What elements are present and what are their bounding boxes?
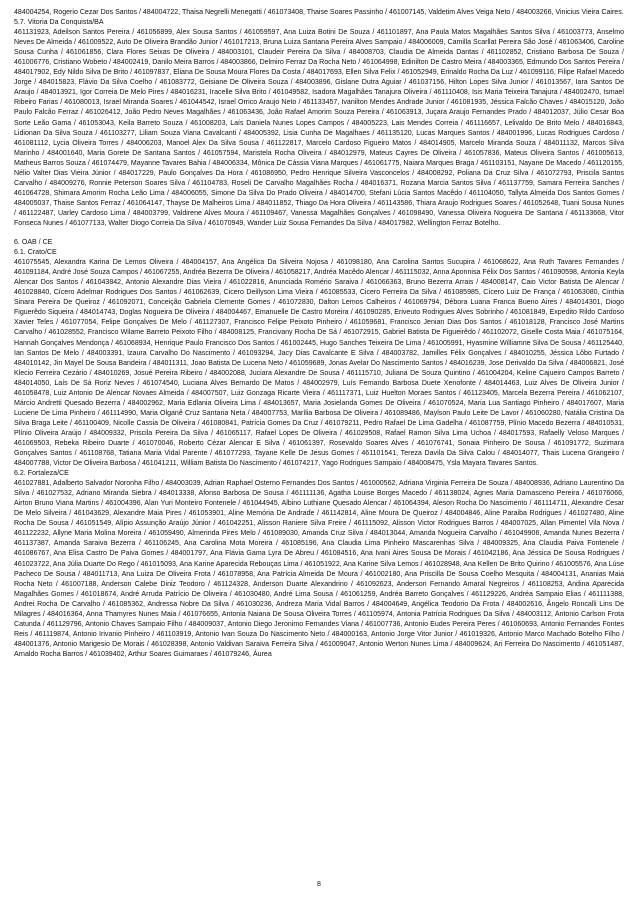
section-gap (14, 229, 624, 238)
candidate-list-paragraph: 461131923, Adeilson Santos Pereira / 461056899, Alex Sousa Santos / 461059597, Ana Luiza Botini De Souza / 461101897, Ana Paula Matos Magalhães Santos Silva / 461003773, Anselmo Neves De Almeida / 461009522, Auto De Oliveira Brandão Junior / 461017213, Bruna Luiza Santana Pereira Alves Sampaio / 484006009, Camilla Scarllat Pereira São José / 461063406, Caroline Sousa Cunha / 461061856, Clara Flores Seixas De Oliveira / 484003101, Claudeir Pereira Da Silva / 484008703, Claudia De Almeida Dantas / 461102852, Cristiano Barbosa De Souza / 461006776, Cristiano Wobeto / 484002419, Danilo Meira Barros / 484003866, Delmiro Ferraz Da Rocha Neto / 461064998, Edinilton De Castro Meira / 484003365, Edmundo Dos Santos Pereira / 484017902, Edy Nildo Silva De Brito / 461097837, Eliana De Sousa Moura Flores Da Costa / 484017693, Ellen Silva Felix / 461052949, Erinaldo Rocha Da Luz / 461099116, Filipe Rafael Macedo Jorge / 484015823, Flávio Da Silva Coelho / 461083772, Geisiane De Oliveira Souza / 484003896, Gislane Dutra Aguiar / 461037156, Hilton Lopes Silva Junior / 461013567, Iara Santos De Araujo / 484013921, Igor Correia De Melo Pires / 484016231, Iracelle Silva Brito / 461049582, Isadora Magalhães Tanajura Oliveira / 461110408, Isis Maria Teixeira Tanajura / 484002470, Ismael Ribeiro Farias / 461080013, Israel Miranda Soares / 461044542, Israel Orrico Araujo Neto / 461133457, Ivanilton Mendes Andrade Junior / 461081935, Jéssica Falcão Chaves / 484015120, João Paulo Falcão Ferraz / 461026412, João Pedro Neves Magalhães / 461063436, João Rafael Amorim Souza Pereira / 461063913, Juçara Araujo Fernandes Prado / 484012037, Júlio Cesar Boa Sorte Leão Gama / 461053043, Keila Barreto Souza / 461008203, Laís Daniela Nunes Lopes Campos / 484005223, Lais Mendes Correia / 461116657, Lelivaldo De Brito Melo / 484016843, Lidionan Da Silva Souza / 461103277, Liliam Souza Viana Cavalcanti / 484005392, Lisia Cunha De Magalhaes / 461135120, Lucas Marques Santos / 484001996, Lucas Rodrigues Cardoso / 461081112, Lycia Oliveira Torres / 484006203, Manoel Alex Da Silva Sousa / 461122817, Marcelo Cardoso Figueiro Matos / 484014905, Marcelo Miranda Souza / 484011132, Marcos Silva Marinho / 484001640, Maria Gorete De Santana Santos / 461057594, Maristela Rocha Oliveira / 484012979, Mateus Cayres De Oliveira / 461057836, Mateus Oliveira Santos / 461005613, Matheus Barros Souza / 461074479, Mayanne Tavares Bahia / 484006334, Mônica De Cássia Viana Marques / 461061775, Naiara Marques Braga / 461103151, Nayane De Macedo / 461120155, Nélio Valter Dias Vieira Júnior / 484017229, Paulo Gonçalves Da Hora / 461086950, Pedro Henrique Silveira Vasconcelos / 484008292, Poliana Da Cruz Silva / 461072793, Priscila Santos Carvalho / 484009276, Ronnie Peterson Soares Silva / 461104783, Roseli De Carvalho Magalhães Rocha / 484016371, Rozana Marcia Santos Silva / 461137759, Samara Ferreira Sanches / 461064728, Shimara Amorim Rocha Leão Lima / 484006055, Simone Da Silva Do Prado Oliveira / 484014700, Stefani Lúcia Santos Macêdo / 461104050, Tallyta Almeida Dos Santos Gomes / 484005037, Thaise Santos Ferraz / 461064147, Thayse De Malheiros Lima / 484011852, Thiago Da Hora Oliveira / 461143586, Thiara Araujo Rodrigues Soares / 461052648, Tuani Sousa Nunes / 461122487, Uarley Cardoso Lima / 484003799, Valdirene Alves Moura / 461109467, Vanessa Magalhães Gonçalves / 461098490, Vanessa Oliveira Nogueira De Santana / 461133668, Vitor Fonseca Nunes / 461077133, Walter Diogo Correia Da Silva / 461070949, Wander Luiz Sousa Fernandes Da Silva / 484017982, Wellington Ferraz Botelho. (14, 29, 624, 227)
document-body (14, 8, 624, 660)
section-heading: 6.1. Crato/CE (14, 249, 57, 257)
candidate-list-paragraph: 461075545, Alexandra Karina De Lemos Oliveira / 484004157, Ana Angélica Da Silveira Nojosa / 461098180, Ana Carolina Santos Sucupira / 461068622, Ana Ruth Tavares Fernandes / 461091184, André José Souza Campos / 461067255, Andréa Bezerra De Oliveira / 461058217, Andréa Macêdo Alencar / 461115032, Anna Aponnisa Félix Dos Santos / 461090598, Antonia Keyla Alencar Dos Santos / 461043842, Antonio Alexandre Dias Vieira / 461022816, Anunciada Romério Saraiva / 461066363, Bruno Bezerra Arrais / 484008147, Caio Victor Batista De Alencar / 461028840, Cícero Adelmar Rodrigues Dos Santos / 461062639, Cicero Deillyson Lima Vieira / 461085533, Cicero Ferreira Da Silva / 461085985, Cícero Luiz De França / 461063080, Cinthia Sinara Pereira De Queiroz / 461092071, Conceição Gabriela Clemente Gomes / 461072830, Dalton Lemos Calheiros / 461069794, Débora Luana Franca Bueno Aires / 484014301, Diogo Figuerêdo Siqueira / 484014743, Doglas Nogueira De Oliveira / 484004467, Emanuelle De Castro Moreira / 461090285, Eriveuto Rodrigues Alves Sobrinho / 461081849, Expedito Rildo Cardoso Xavier Teles / 461077054, Felipe Gonçalves De Melo / 461127307, Francisco Felipe Peixoto Pinheiro / 461059681, Francisco Jenian Dias Dos Santos / 461018128, Francisco José Martins Carvalho / 461028552, Francisco Wilame Barreto Peixoto Filho / 484008125, Francivany Rocha De Sá / 461072915, Gabriel Batista De Figueirêdo / 461102072, Giselle Costa Maia / 461075164, Hannah Gonçalves Mendonça / 461068934, Henrique Paulo Francisco Dos Santos / 461002445, Hugo Sanches Teixeira De Lima / 461005991, Hyasmine Williamne Silva De Sousa / 461125440, Ian Santos De Melo / 484003391, Izaura Carvalho Do Nascimento / 461093294, Jacy Dias Cavalcante E Silva / 484003782, Jamilles Félix Gonçalves / 484010255, Jéssica Lôbo Furtado / 484010142, Jin Mayel De Sousa Bandeira / 484011311, Joao Batista De Lucena Neto / 461059689, Jonas Avelar Do Nascimento Santos / 484016239, Jose Derivaldo Da Silva / 484006821, José Klecio Ferreira Cezário / 484010269, Josué Pereira Ribeiro / 484002088, Juciara Alexandre De Sousa / 461115710, Juliana De Souza Quintino / 461004204, Keline Cajueiro Campos Barreto / 484014050, Laís De Sá Roriz Neves / 461074540, Luciana Alves Bernardo De Matos / 484002979, Luís Fernando Barbosa Duete Xenofonte / 484014463, Luiz Alves De Oliveira Junior / 461058478, Luiz Antonio De Alencar Novaes Almeida / 484007507, Luiz Gonzaga Ricarte Vieira / 461117371, Luiz Huelton Moraes Santos / 461123405, Marcela Bezerra Pereira / 461062107, Márcio Andretti Quesado Bezerra / 484002962, Maria Edlania Oliveira Lima / 484013657, Maria Josielanda Gomes De Oliveira / 461070524, Maria Lua Santiago Pinheiro / 484017607, Maria Luciene De Lima Pinheiro / 461114990, Maria Olganê Cruz Santana Neta / 484007753, Marília Barbosa De Oliveira / 461089486, Maylson Paulo Leite De Lavor / 461060280, Natália Cristina Da Silva Braga Leite / 461100409, Nicolle Cassia De Oliveira / 461080841, Patrícia Gomes Da Cruz / 461079211, Pedro Rafael De Lima Gadelha / 461087759, Plínio Macedo Bezerra / 484010531, Plínio Oliveira Araújo / 484009332, Priscila Pereira Da Silva / 461065117, Rafael Lopes De Oliveira / 461029508, Rafael Ramon Silva Lima Uchoa / 484017593, Rafaelly Veloso Marques / 461069503, Rebeka Ribeiro Duarte / 461070046, Roberto Cézar Alencar E Silva / 461061397, Rosevaldo Soares Alves / 461076741, Sonaia Pinheiro De Sousa / 461091772, Suzimara Gonçalves Santos / 461108768, Tatiana Maria Vidal Parente / 461077293, Tayane Kelle De Jesus Gomes / 461101541, Tereza Davila Da Silva Calou / 484014077, Thais Lucena Grangeiro / 484007788, Victor De Oliveira Barbosa / 461041211, William Batista Do Nascimento / 461074217, Yago Rodrigues Sampaio / 484008475, Ysla Mayara Tavares Santos. (14, 259, 624, 468)
candidate-list-paragraph: 461027881, Adalberto Salvador Noronha Filho / 484003039, Adrian Raphael Osterno Fernandes Dos Santos / 461000562, Adriana Virginia Ferreira De Souza / 484008936, Adriano Laurentino Da Silva / 461027532, Adriano Miranda Siebra / 484013338, Afonso Barbosa De Sousa / 461111136, Agatha Louise Borges Macedo / 461138024, Agnes Maria Damasceno Pereira / 461076066, Airton Bruno Viana Martins / 461004396, Alan Yuri Monteiro Fontenele / 461044945, Albino Luthiane Quesado Alencar / 461064394, Aleson Rocha Do Nascimento / 461114711, Alexandre Cesar De Melo Silveira / 461043629, Alexandre Maia Pires / 461053901, Aline Memória De Andrade / 461142814, Aline Moura De Queiroz / 484004846, Aline Paraiba Rodrigues / 461027480, Aline Rocha De Sousa / 461051549, Alípio Assunção Araújo Júnior / 461042251, Alisson Raniere Silva Freire / 461115092, Alisson Victor Rodrigues Barros / 484007025, Allan Pimentel Vila Nova / 461122232, Allyne Maria Molina Moreira / 461059490, Almerinda Pires Melo / 461089030, Amanda Cruz Silva / 484013044, Amanda Nogueira Carvalho / 461049906, Amanda Nunes Bezerra / 461137387, Amanda Saraiva Bezerra / 461106245, Ana Carolina Mota Moreira / 461085196, Ana Claudia Lima Pinheiro Mascarenhas Silva / 484009325, Ana Claudia Paiva Fontenele / 461086767, Ana Elisa Castro De Paiva Gomes / 484001797, Ana Flávia Gama Lyra De Abreu / 461084516, Ana Ivani Aires Sousa De Morais / 461042186, Ana Jéssica De Sousa Rodrigues / 461023722, Ana Júlia Duarte Do Rego / 461015093, Ana Karine Aparecida Rebouças Lima / 461051922, Ana Karine Silva Lemos / 461028948, Ana Kellen De Brito Quirino / 461005576, Ana Lúse Pacheco De Sousa / 484011713, Ana Luiza De Oliveira Frota / 461078958, Ana Patrícia Almeida De Moura / 461002180, Ana Priscilla De Sousa Coelho Mesquita / 484004131, Ananias Maia Rocha Neto / 461007188, Anderson Calebe Diniz Teodoro / 461124328, Anderson Duarte Alexandrino / 461092623, Anderson Fernando Amaral Negreiros / 461108253, Andina Aparecida Magalhães Gomes / 461018674, André Arruda Patrício De Oliveira / 461030480, André Lima Sousa / 461061259, Andréa Barreto Gonçalves / 461129226, Andréa Sampaio Elias / 461111388, Andrei Rocha De Carvalho / 461085362, Andressa Nobre Da Silva / 461030236, Andreza Maria Vidal Barros / 484004649, Angélica Teodorio Da Frota / 484002616, Ângelo Roncalli Lins De Milagres / 484016364, Anna Thamyres Nunes Maia / 461076655, Antonia Naiana De Sousa Oliveira Torres / 461105974, Antonia Patrícia Rodrigues Da Silva / 484003112, Antonio Carlson Frota Catunda / 461129796, Antonio Chaves Sampaio Filho / 484009037, Antonio Diego Jeronimo Fernandes Viana / 461007736, Antonio Eudes Pereira Peres / 461060693, Antonio Fernandes Fontes Reis / 461119874, Antonio Irivanio Pinheiro / 461103919, Antonio Ivan Souza Do Nascimento Neto / 484000163, Antonio Jorge Vitor Junior / 461019326, Antonio Marco Machado Botelho Filho / 484001376, Antonio Marigesio De Morais / 461028398, Antonio Valdivan Saraiva Ferreira Silva / 461009047, Antonio Werton Nunes Lima / 484009624, Ari Ferreira Do Nascimento / 461051487, Arnaldo Rocha Barros / 461039402, Arthur Soares Guimaraes / 461079246, Áurea (14, 480, 624, 658)
candidate-list-paragraph: 484004254, Rogerio Cezar Dos Santos / 484004722, Thaisa Negrelli Menegatti / 461073408, Thaise Soares Passinho / 461007145, Valdetim Alves Veiga Neto / 484003266, Vinicius Vieira Caires. (14, 9, 624, 16)
page-number: 8 (317, 881, 321, 888)
section-heading: 6. OAB / CE (14, 239, 53, 247)
section-heading: 5.7. Vitoria Da Conquista/BA (14, 19, 104, 27)
section-heading: 6.2. Fortaleza/CE (14, 470, 69, 478)
